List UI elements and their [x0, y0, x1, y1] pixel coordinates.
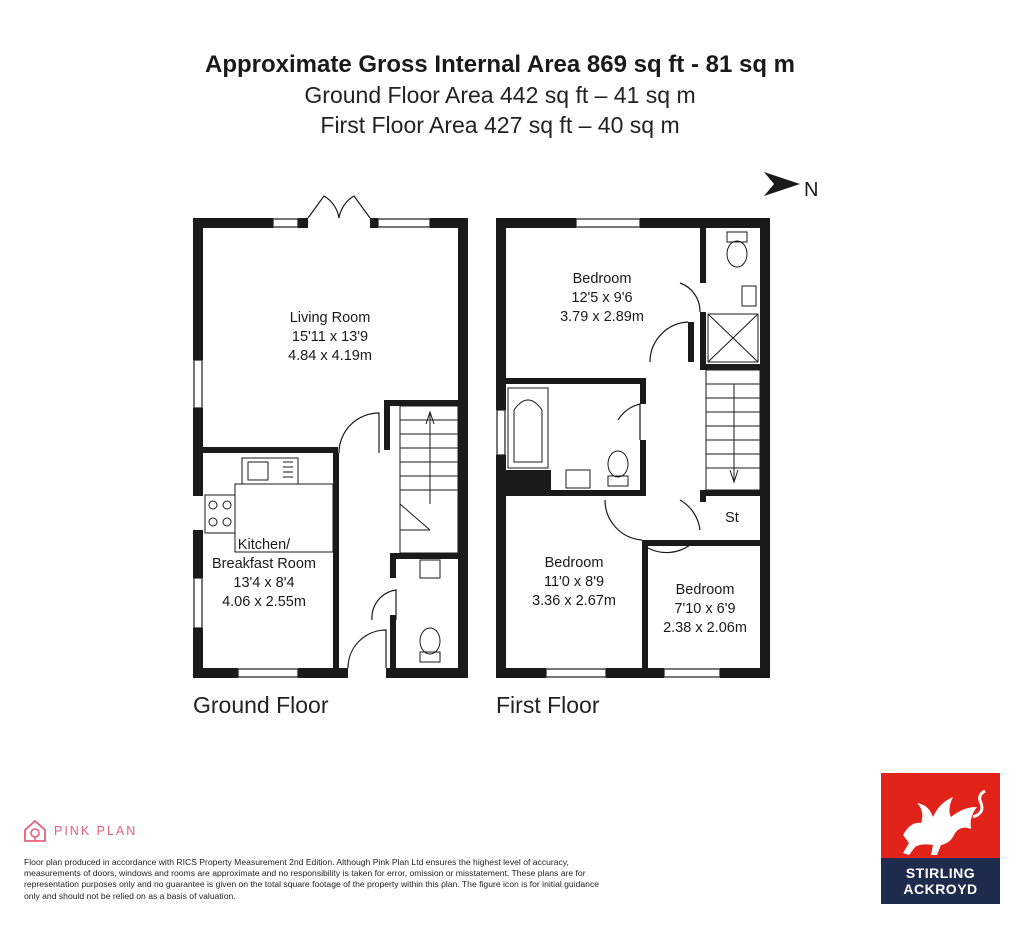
stirling-ackroyd-logo	[881, 773, 1000, 904]
griffin-icon	[881, 773, 1000, 858]
bedroom1-name: Bedroom	[572, 271, 632, 287]
gross-area-title: Approximate Gross Internal Area 869 sq ft - 81 sq m	[205, 51, 795, 78]
logo-line2: ACKROYD	[903, 881, 978, 897]
living-room-metric: 4.84 x 4.19m	[288, 348, 372, 364]
bedroom2-name: Bedroom	[544, 555, 604, 571]
logo-line1: STIRLING	[905, 865, 976, 881]
living-room-imperial: 15'11 x 13'9	[291, 329, 369, 345]
kitchen-imperial: 13'4 x 8'4	[233, 575, 295, 591]
disclaimer-text: Floor plan produced in accordance with RICS Property Measurement 2nd Edition. Although Pink Plan Ltd ensures the highest level of accuracy, measurements of doors, windows and rooms are approximate and no responsibility is taken for error, omission or misstatement. These plans are for representation purposes only and no guarantee is given on the total square footage of the property within this plan. The figure icon is for initial guidance only and should not be relied on as a basis of valuation.	[24, 857, 600, 901]
logo-red-panel	[881, 773, 1000, 858]
kitchen-metric: 4.06 x 2.55m	[222, 594, 306, 610]
first-floor-area: First Floor Area 427 sq ft – 40 sq m	[320, 112, 680, 138]
ground-floor-plan	[193, 196, 468, 678]
bedroom2-imperial: 11'0 x 8'9	[543, 574, 605, 590]
kitchen-name-line2: Breakfast Room	[212, 556, 316, 572]
first-floor-label: First Floor	[496, 692, 600, 718]
bedroom3-name: Bedroom	[675, 582, 735, 598]
ground-floor-label: Ground Floor	[193, 692, 329, 718]
ground-floor-area: Ground Floor Area 442 sq ft – 41 sq m	[304, 82, 696, 108]
first-floor-plan	[496, 218, 770, 678]
kitchen-name-line1: Kitchen/	[237, 537, 291, 553]
pink-plan-text: PINK PLAN	[54, 824, 138, 838]
logo-navy-panel	[881, 858, 1000, 904]
bedroom1-metric: 3.79 x 2.89m	[560, 309, 644, 325]
bedroom3-imperial: 7'10 x 6'9	[674, 601, 736, 617]
bedroom1-imperial: 12'5 x 9'6	[571, 290, 633, 306]
north-label: N	[804, 179, 819, 201]
living-room-name: Living Room	[289, 310, 371, 326]
bedroom3-metric: 2.38 x 2.06m	[663, 620, 747, 636]
bedroom2-metric: 3.36 x 2.67m	[532, 593, 616, 609]
pink-plan-house-icon	[22, 818, 48, 844]
store-label: St	[725, 510, 739, 526]
pink-plan-brand	[22, 818, 137, 844]
